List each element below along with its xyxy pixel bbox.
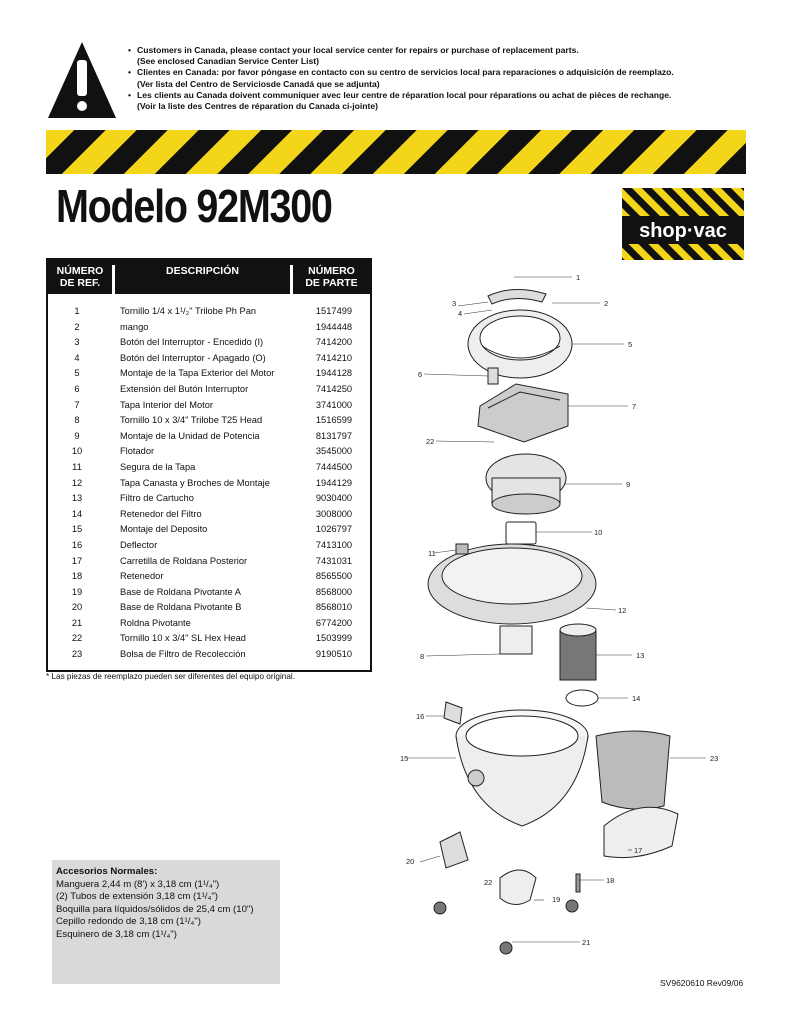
callout-number: 14 bbox=[632, 694, 641, 703]
warning-item-es: • Clientes en Canada: por favor póngase en contacto con su centro de servicios local para reparaciones o adquisición de reemplazo. (Ver lista del Centro de Serviciosde Canadá que se adjunta) bbox=[128, 67, 768, 89]
part-number-cell: 1944129 bbox=[315, 477, 353, 488]
ref-cell: 18 bbox=[71, 571, 83, 582]
part-number-cell: 1026797 bbox=[315, 524, 353, 535]
ref-cell: 1 bbox=[74, 306, 80, 316]
ref-cell: 13 bbox=[71, 493, 83, 504]
ref-cell: 14 bbox=[71, 508, 83, 519]
accessories-box bbox=[52, 860, 280, 984]
callout-number: 7 bbox=[632, 402, 637, 411]
part-number-cell: 9190510 bbox=[315, 649, 353, 660]
table-row bbox=[48, 616, 370, 632]
accessories-title: Accesorios Normales: bbox=[56, 866, 158, 877]
callout-number: 2 bbox=[604, 299, 609, 308]
ref-cell: 20 bbox=[71, 602, 83, 613]
description-cell: Montaje de la Unidad de Potencia bbox=[120, 430, 260, 441]
description-cell: Tapa Interior del Motor bbox=[120, 399, 214, 410]
revision-code: SV9620610 Rev09/06 bbox=[660, 978, 744, 988]
part-number-cell: 9030400 bbox=[315, 493, 353, 504]
callout-number: 8 bbox=[420, 652, 425, 661]
ref-cell: 4 bbox=[74, 352, 80, 363]
table-row bbox=[48, 398, 370, 414]
caster-base-b-part bbox=[440, 832, 468, 868]
description-cell: Montaje de la Tapa Exterior del Motor bbox=[120, 368, 275, 379]
table-row bbox=[48, 304, 370, 320]
part-number-cell: 8568010 bbox=[315, 602, 353, 613]
table-row bbox=[48, 631, 370, 647]
parts-table-body bbox=[48, 304, 370, 663]
ref-cell: 8 bbox=[74, 415, 80, 426]
description-cell: Deflector bbox=[120, 539, 158, 550]
warning-triangle-icon bbox=[46, 40, 118, 120]
description-cell: Tapa Canasta y Broches de Montaje bbox=[120, 477, 270, 488]
part-number-cell: 6774200 bbox=[315, 617, 353, 628]
callout-number: 12 bbox=[618, 606, 627, 615]
description-cell: Montaje del Deposito bbox=[120, 524, 208, 535]
accessory-item: Cepillo redondo de 3,18 cm (1¹/₄") bbox=[56, 916, 201, 928]
table-row bbox=[48, 507, 370, 523]
ref-cell: 17 bbox=[71, 555, 83, 566]
part-number-cell: 8565500 bbox=[315, 571, 353, 582]
ref-cell: 16 bbox=[71, 539, 83, 550]
table-row bbox=[48, 554, 370, 570]
table-row bbox=[48, 366, 370, 382]
deflector-part bbox=[444, 702, 462, 724]
part-number-cell: 7414250 bbox=[315, 383, 353, 394]
description-cell: Tornillo 1/4 x 1¹/₂" Trilobe Ph Pan bbox=[120, 306, 257, 316]
parts-table-header bbox=[48, 260, 370, 294]
table-row bbox=[48, 335, 370, 351]
part-number-cell: 1517499 bbox=[315, 306, 353, 316]
description-cell: Extensión del Butón Interruptor bbox=[120, 383, 249, 394]
callout-number: 22 bbox=[484, 878, 493, 887]
part-number-cell: 8568000 bbox=[315, 586, 353, 597]
shop-vac-logo bbox=[622, 188, 744, 260]
callout-number: 23 bbox=[710, 754, 719, 763]
table-row bbox=[48, 585, 370, 601]
description-cell: Roldna Pivotante bbox=[120, 617, 191, 628]
description-cell: Carretilla de Roldana Posterior bbox=[120, 555, 248, 566]
callout-number: 19 bbox=[552, 895, 561, 904]
callout-number: 15 bbox=[400, 754, 409, 763]
callout-number: 5 bbox=[628, 340, 633, 349]
table-row bbox=[48, 491, 370, 507]
ref-cell: 11 bbox=[72, 461, 82, 472]
part-number-cell: 7444500 bbox=[315, 461, 353, 472]
part-number-cell: 7413100 bbox=[315, 539, 353, 550]
warning-item-fr: • Les clients au Canada doivent communiquer avec leur centre de réparation local pour réparations ou achat de pièces de rechange. (Voir la liste des Centres de réparation du Canada ci-jointe) bbox=[128, 90, 768, 112]
accessory-item: Manguera 2,44 m (8') x 3,18 cm (1¹/₄") bbox=[56, 878, 220, 890]
table-row bbox=[48, 538, 370, 554]
ref-cell: 12 bbox=[71, 477, 83, 488]
description-cell: Tornillo 10 x 3/4" Trilobe T25 Head bbox=[120, 415, 263, 426]
description-cell: Filtro de Cartucho bbox=[120, 493, 194, 504]
description-cell: Segura de la Tapa bbox=[120, 461, 196, 472]
callout-number: 11 bbox=[428, 549, 436, 558]
handle-part bbox=[488, 289, 546, 304]
part-number-cell: 7414200 bbox=[315, 337, 353, 348]
ref-cell: 2 bbox=[74, 321, 80, 332]
caster-base-a-part bbox=[500, 870, 536, 905]
part-number-cell: 3741000 bbox=[315, 399, 353, 410]
filter-retainer-part bbox=[566, 690, 598, 706]
lid-latch-part bbox=[456, 544, 468, 554]
header-part: NÚMERO DE PARTE bbox=[305, 265, 358, 289]
table-row bbox=[48, 476, 370, 492]
table-row bbox=[48, 600, 370, 616]
ref-cell: 21 bbox=[71, 617, 83, 628]
table-row bbox=[48, 320, 370, 336]
description-cell: Tornillo 10 x 3/4" SL Hex Head bbox=[120, 633, 246, 644]
table-row bbox=[48, 460, 370, 476]
part-number-cell: 1944128 bbox=[315, 368, 353, 379]
table-row bbox=[48, 522, 370, 538]
canada-warning-list bbox=[128, 45, 768, 112]
switch-extension-part bbox=[488, 368, 498, 384]
ref-cell: 15 bbox=[71, 524, 83, 535]
part-number-cell: 3545000 bbox=[315, 446, 353, 457]
callout-number: 22 bbox=[426, 437, 435, 446]
table-row bbox=[48, 569, 370, 585]
caster-wheel bbox=[434, 902, 446, 914]
description-cell: Retenedor bbox=[120, 571, 164, 582]
callout-number: 6 bbox=[418, 370, 423, 379]
description-cell: mango bbox=[120, 321, 149, 332]
hazard-stripe-band bbox=[46, 130, 746, 174]
table-row bbox=[48, 413, 370, 429]
part-number-cell: 8131797 bbox=[315, 430, 353, 441]
callout-number: 3 bbox=[452, 299, 457, 308]
description-cell: Botón del Interruptor - Encedido (I) bbox=[120, 337, 264, 348]
description-cell: Base de Roldana Pivotante B bbox=[120, 602, 242, 613]
callout-number: 17 bbox=[634, 846, 643, 855]
ref-cell: 23 bbox=[71, 649, 83, 660]
caster-wheel bbox=[500, 942, 512, 954]
ref-cell: 22 bbox=[71, 633, 83, 644]
ref-cell: 19 bbox=[71, 586, 83, 597]
part-number-cell: 7414210 bbox=[315, 352, 353, 363]
header-desc: DESCRIPCIÓN bbox=[166, 265, 239, 277]
description-cell: Botón del Interruptor - Apagado (O) bbox=[120, 352, 266, 363]
accessory-item: (2) Tubos de extensión 3,18 cm (1¹/₄") bbox=[56, 891, 218, 903]
ref-cell: 9 bbox=[74, 430, 80, 441]
table-row bbox=[48, 444, 370, 460]
accessory-item: Boquilla para líquidos/sólidos de 25,4 cm (10") bbox=[56, 903, 254, 915]
ref-cell: 10 bbox=[71, 446, 83, 457]
description-cell: Base de Roldana Pivotante A bbox=[120, 586, 241, 597]
caster-wheel bbox=[566, 900, 578, 912]
cartridge-filter-part bbox=[560, 630, 596, 680]
logo-wordmark: shop·vac bbox=[639, 220, 727, 242]
page-title: Modelo 92M300 bbox=[56, 180, 332, 232]
callout-number: 18 bbox=[606, 876, 615, 885]
part-number-cell: 1944448 bbox=[315, 321, 353, 332]
part-number-cell: 1516599 bbox=[315, 415, 353, 426]
part-number-cell: 1503999 bbox=[315, 633, 353, 644]
callout-number: 10 bbox=[594, 528, 603, 537]
ref-cell: 7 bbox=[74, 399, 80, 410]
filter-bag-part bbox=[596, 731, 670, 809]
accessories-list bbox=[52, 879, 280, 942]
float-part bbox=[506, 522, 536, 544]
description-cell: Retenedor del Filtro bbox=[120, 508, 202, 519]
description-cell: Flotador bbox=[120, 446, 155, 457]
callout-number: 1 bbox=[576, 273, 581, 282]
header-ref: NÚMERO DE REF. bbox=[56, 265, 104, 289]
table-row bbox=[48, 429, 370, 445]
callout-number: 20 bbox=[406, 857, 415, 866]
exploded-parts-diagram bbox=[396, 266, 736, 956]
callout-number: 9 bbox=[626, 480, 631, 489]
ref-cell: 5 bbox=[74, 368, 80, 379]
description-cell: Bolsa de Filtro de Recolección bbox=[120, 649, 246, 660]
callout-number: 4 bbox=[458, 309, 463, 318]
table-row bbox=[48, 647, 370, 663]
footnote: * Las piezas de reemplazo pueden ser diferentes del equipo original. bbox=[46, 672, 295, 681]
ref-cell: 6 bbox=[74, 383, 80, 394]
parts-table bbox=[46, 258, 372, 672]
ref-cell: 3 bbox=[74, 337, 80, 348]
callout-number: 21 bbox=[582, 938, 591, 947]
part-number-cell: 7431031 bbox=[315, 555, 353, 566]
callout-number: 13 bbox=[636, 651, 645, 660]
warning-item-en: • Customers in Canada, please contact your local service center for repairs or purchase of replacement parts. (See enclosed Canadian Service Center List) bbox=[128, 45, 768, 67]
part-number-cell: 3008000 bbox=[315, 508, 353, 519]
accessory-item: Esquinero de 3,18 cm (1¹/₄") bbox=[56, 928, 177, 940]
callout-number: 16 bbox=[416, 712, 425, 721]
table-row bbox=[48, 351, 370, 367]
table-row bbox=[48, 382, 370, 398]
retainer-pin-part bbox=[576, 874, 580, 892]
